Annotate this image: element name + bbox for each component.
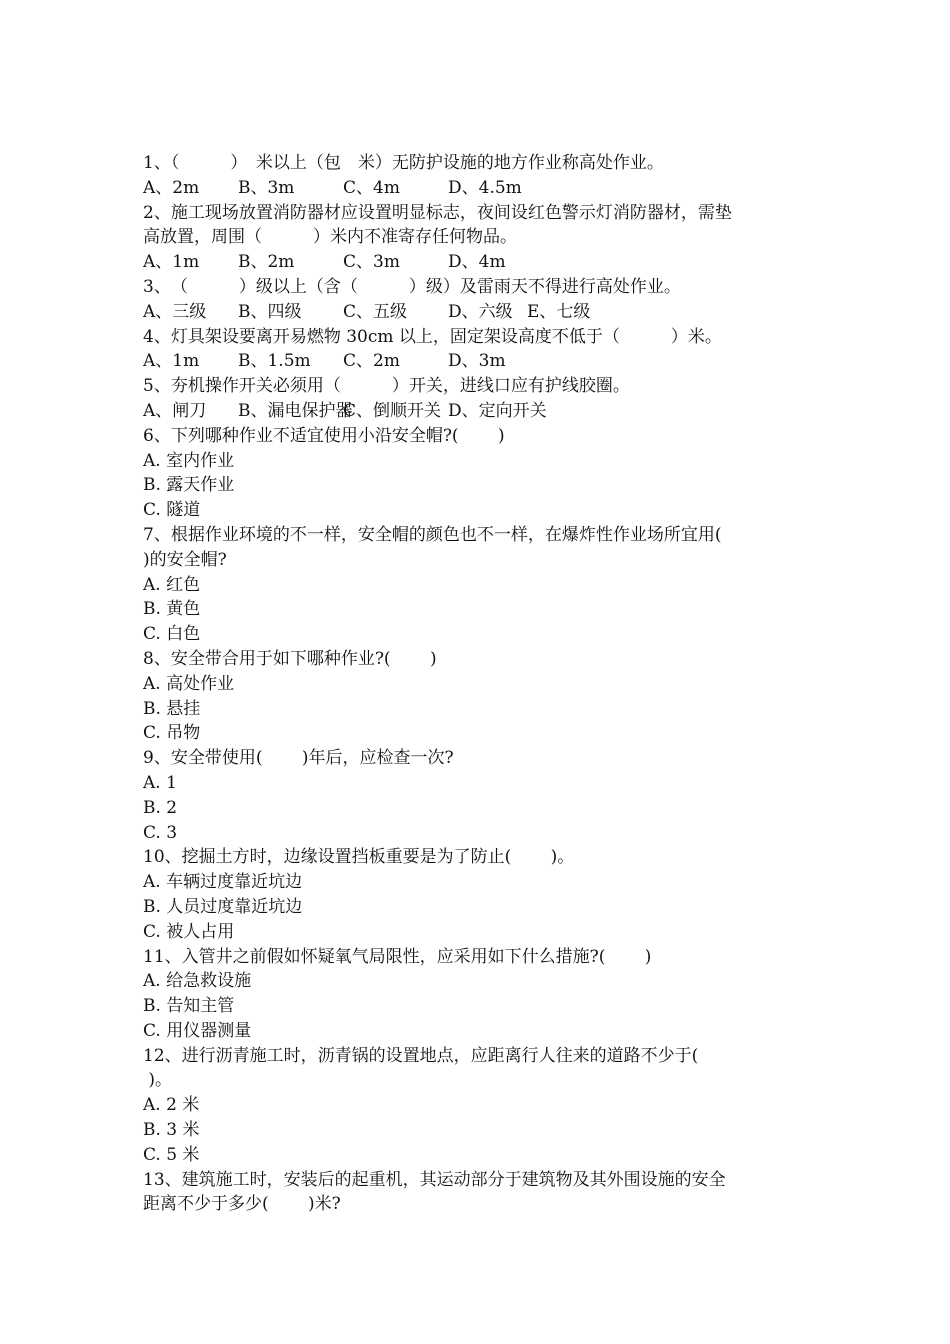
option-a: A、闸刀 — [143, 400, 207, 421]
question-13 — [143, 1168, 808, 1218]
option-d: D、定向开关 — [448, 400, 547, 421]
question-3 — [143, 275, 808, 325]
question-12 — [143, 1044, 808, 1168]
question-text: 1、（ ） 米以上（包 米）无防护设施的地方作业称高处作业。 — [143, 153, 664, 173]
option-c: C、五级 — [343, 301, 408, 322]
question-6 — [143, 424, 808, 523]
option-c: C. 被人占用 — [143, 921, 235, 942]
option-a: A、2m — [143, 177, 200, 198]
option-c: C、倒顺开关 — [343, 400, 442, 421]
option-b: B. 2 — [143, 797, 178, 818]
option-b: B、1.5m — [238, 351, 311, 372]
question-text: 9、安全带使用( )年后，应检查一次? — [143, 748, 454, 769]
option-c: C、3m — [343, 252, 400, 273]
option-c: C、4m — [343, 177, 400, 198]
option-d: D、六级 — [448, 301, 513, 322]
question-text: 13、建筑施工时，安装后的起重机，其运动部分于建筑物及其外围设施的安全 — [143, 1169, 726, 1190]
option-c: C、2m — [343, 351, 400, 372]
option-b: B. 黄色 — [143, 599, 201, 620]
question-2 — [143, 201, 808, 275]
option-a: A. 1 — [143, 772, 177, 793]
option-c: C. 3 — [143, 822, 178, 843]
question-text: )的安全帽? — [143, 549, 227, 570]
question-text: 8、安全带合用于如下哪种作业?( ) — [143, 648, 437, 669]
question-11 — [143, 945, 808, 1044]
question-text: 10、挖掘土方时，边缘设置挡板重要是为了防止( )。 — [143, 847, 575, 868]
option-c: C. 吊物 — [143, 723, 201, 744]
option-row — [143, 176, 808, 201]
option-c: C. 隧道 — [143, 500, 201, 521]
option-row — [143, 399, 808, 424]
option-d: D、4.5m — [448, 177, 522, 198]
option-row — [143, 250, 808, 275]
option-d: D、3m — [448, 351, 506, 372]
question-9 — [143, 746, 808, 845]
question-5 — [143, 374, 808, 424]
question-text: 距离不少于多少( )米? — [143, 1194, 341, 1215]
question-1 — [143, 151, 808, 201]
option-row — [143, 349, 808, 374]
option-e: E、七级 — [527, 301, 591, 322]
option-b: B. 人员过度靠近坑边 — [143, 896, 303, 917]
option-a: A. 给急救设施 — [143, 971, 252, 992]
option-a: A. 室内作业 — [143, 450, 235, 471]
option-b: B、四级 — [238, 301, 302, 322]
option-b: B. 露天作业 — [143, 475, 235, 496]
option-b: B、2m — [238, 252, 295, 273]
question-text: 3、 （ ）级以上（含（ ）级）及雷雨天不得进行高处作业。 — [143, 276, 681, 297]
question-8 — [143, 647, 808, 746]
option-a: A. 高处作业 — [143, 673, 235, 694]
option-row — [143, 300, 808, 325]
question-text: 5、夯机操作开关必须用（ ）开关，进线口应有护线胶圈。 — [143, 376, 630, 397]
option-b: B. 告知主管 — [143, 996, 235, 1017]
question-4 — [143, 325, 808, 375]
option-a: A. 车辆过度靠近坑边 — [143, 872, 303, 893]
question-list — [143, 151, 808, 1217]
option-c: C. 5 米 — [143, 1144, 200, 1165]
question-text: 6、下列哪种作业不适宜使用小沿安全帽?( ) — [143, 425, 505, 446]
option-a: A、1m — [143, 351, 200, 372]
option-b: B、3m — [238, 177, 295, 198]
option-b: B、漏电保护器 — [238, 400, 353, 421]
option-a: A. 红色 — [143, 574, 201, 595]
option-b: B. 悬挂 — [143, 698, 201, 719]
question-text: 11、入管井之前假如怀疑氧气局限性，应采用如下什么措施?( ) — [143, 946, 652, 967]
option-a: A. 2 米 — [143, 1095, 200, 1116]
question-10 — [143, 845, 808, 944]
question-text: 12、进行沥青施工时，沥青锅的设置地点，应距离行人往来的道路不少于( — [143, 1045, 699, 1066]
option-c: C. 白色 — [143, 624, 201, 645]
question-text: 4、灯具架设要离开易燃物 30cm 以上，固定架设高度不低于（ ）米。 — [143, 326, 722, 347]
question-text: 7、根据作业环境的不一样，安全帽的颜色也不一样，在爆炸性作业场所宜用( — [143, 524, 722, 545]
option-d: D、4m — [448, 252, 506, 273]
option-b: B. 3 米 — [143, 1120, 200, 1141]
option-a: A、三级 — [143, 301, 207, 322]
question-text: 高放置，周围（ ）米内不准寄存任何物品。 — [143, 227, 517, 248]
question-text: 2、施工现场放置消防器材应设置明显标志，夜间设红色警示灯消防器材，需垫 — [143, 202, 732, 223]
option-c: C. 用仪器测量 — [143, 1020, 252, 1041]
option-a: A、1m — [143, 252, 200, 273]
question-text: )。 — [143, 1070, 173, 1091]
question-7 — [143, 523, 808, 647]
